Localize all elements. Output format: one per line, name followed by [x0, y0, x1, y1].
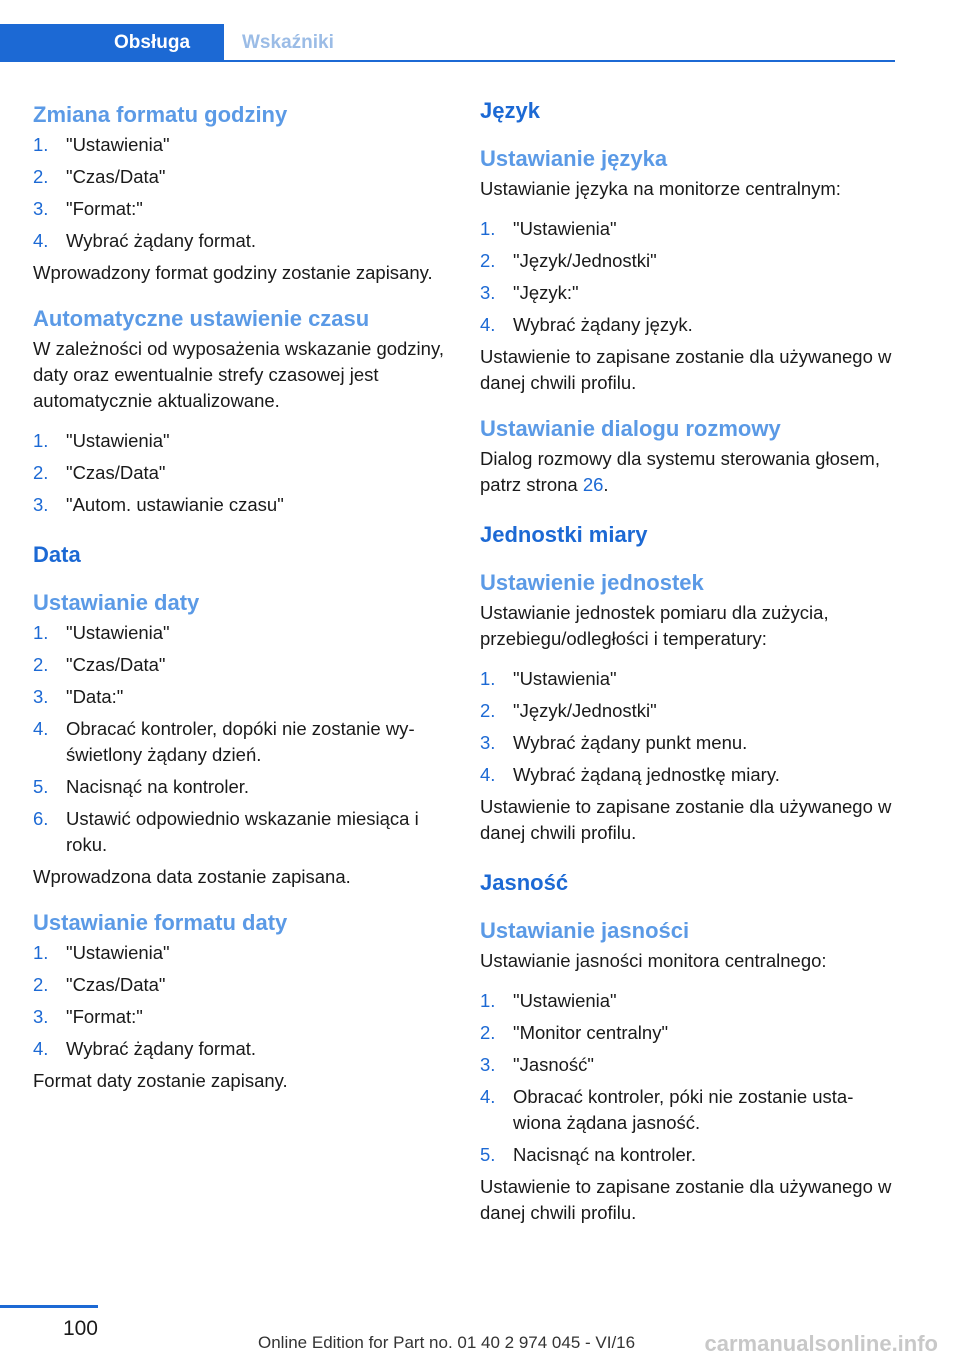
list-item: 1. "Ustawienia" [33, 622, 170, 643]
list-item: 3. "Format:" [33, 1006, 143, 1027]
list-item: 3. "Jasność" [480, 1054, 595, 1075]
list-item: 3. "Format:" [33, 198, 143, 219]
steps-list [33, 940, 445, 1062]
chapter-title: Data [33, 542, 81, 567]
steps-list [33, 132, 445, 254]
list-item: 3. "Data:" [33, 686, 124, 707]
paragraph: Ustawienie to zapisane zostanie dla używanego w danej chwili profilu. [480, 346, 892, 393]
list-item: 1. "Ustawienia" [480, 990, 617, 1011]
list-item: 5. Nacisnąć na kontroler. [480, 1144, 697, 1165]
list-item: 2. "Czas/Data" [33, 462, 166, 483]
list-item: 5. Nacisnąć na kontroler. [33, 776, 250, 797]
list-item: 1. "Ustawienia" [33, 430, 170, 451]
list-item: 4. Wybrać żądany format. [33, 230, 257, 251]
header-rule [0, 60, 895, 62]
list-item: 2. "Czas/Data" [33, 654, 166, 675]
list-item: 4. Wybrać żądany format. [33, 1038, 257, 1059]
steps-list [480, 216, 892, 338]
footer-rule [0, 1305, 98, 1308]
list-item: 3. "Język:" [480, 282, 579, 303]
list-item: 4. Wybrać żądaną jednostkę miary. [480, 764, 780, 785]
section-heading: Zmiana formatu godziny [33, 102, 288, 127]
paragraph: Ustawianie jednostek pomiaru dla zużycia, przebiegu/odległości i temperatury: [480, 602, 829, 649]
list-item: 2. "Język/Jednostki" [480, 250, 657, 271]
tab-wskazniki[interactable]: Wskaźniki [242, 32, 334, 53]
list-item: 1. "Ustawienia" [33, 134, 170, 155]
paragraph: W zależności od wyposażenia wskazanie godziny, daty oraz ewentualnie strefy czasowej jest automatycznie aktualizowane. [33, 338, 444, 411]
paragraph: Ustawienie to zapisane zostanie dla używanego w danej chwili profilu. [480, 1176, 892, 1223]
list-item: 2. "Czas/Data" [33, 974, 166, 995]
section-heading: Ustawianie daty [33, 590, 200, 615]
watermark: carmanualsonline.info [704, 1331, 938, 1356]
chapter-title: Jednostki miary [480, 522, 648, 547]
section-heading: Automatyczne ustawienie czasu [33, 306, 370, 331]
steps-list [33, 620, 445, 858]
list-item: 3. "Autom. ustawianie czasu" [33, 494, 284, 515]
paragraph: Dialog rozmowy dla systemu sterowania głosem, patrz strona 26. [480, 448, 880, 495]
list-item: 4. Obracać kontroler, dopóki nie zostanie wyświetlony żądany dzień. [33, 718, 415, 765]
list-item: 4. Wybrać żądany język. [480, 314, 693, 335]
chapter-title: Jasność [480, 870, 569, 895]
paragraph: Ustawianie jasności monitora centralnego: [480, 950, 827, 971]
list-item: 1. "Ustawienia" [33, 942, 170, 963]
right-column [480, 98, 892, 1232]
steps-list [33, 428, 445, 518]
paragraph: Format daty zostanie zapisany. [33, 1070, 288, 1091]
list-item: 3. Wybrać żądany punkt menu. [480, 732, 748, 753]
left-column [33, 98, 445, 1100]
paragraph: Ustawianie języka na monitorze centralnym: [480, 178, 841, 199]
list-item: 2. "Czas/Data" [33, 166, 166, 187]
edition-info: Online Edition for Part no. 01 40 2 974 045 - VI/16 [258, 1333, 636, 1352]
tab-obsluga[interactable]: Obsługa [0, 24, 224, 62]
section-heading: Ustawianie formatu daty [33, 910, 288, 935]
paragraph: Wprowadzona data zostanie zapisana. [33, 866, 351, 887]
list-item: 6. Ustawić odpowiednio wskazanie miesiąca i roku. [33, 808, 419, 855]
list-item: 2. "Język/Jednostki" [480, 700, 657, 721]
header-bar [0, 0, 895, 62]
list-item: 1. "Ustawienia" [480, 668, 617, 689]
section-heading: Ustawianie języka [480, 146, 668, 171]
steps-list [480, 666, 892, 788]
section-heading: Ustawienie jednostek [480, 570, 704, 595]
section-heading: Ustawianie jasności [480, 918, 690, 943]
paragraph: Ustawienie to zapisane zostanie dla używanego w danej chwili profilu. [480, 796, 892, 843]
list-item: 2. "Monitor centralny" [480, 1022, 669, 1043]
list-item: 4. Obracać kontroler, póki nie zostanie ustawiona żądana jasność. [480, 1086, 854, 1133]
chapter-title: Język [480, 98, 540, 123]
section-heading: Ustawianie dialogu rozmowy [480, 416, 781, 441]
paragraph: Wprowadzony format godziny zostanie zapisany. [33, 262, 433, 283]
page-link[interactable]: 26 [582, 474, 604, 495]
list-item: 1. "Ustawienia" [480, 218, 617, 239]
steps-list [480, 988, 892, 1168]
page-number: 100 [62, 1317, 98, 1340]
